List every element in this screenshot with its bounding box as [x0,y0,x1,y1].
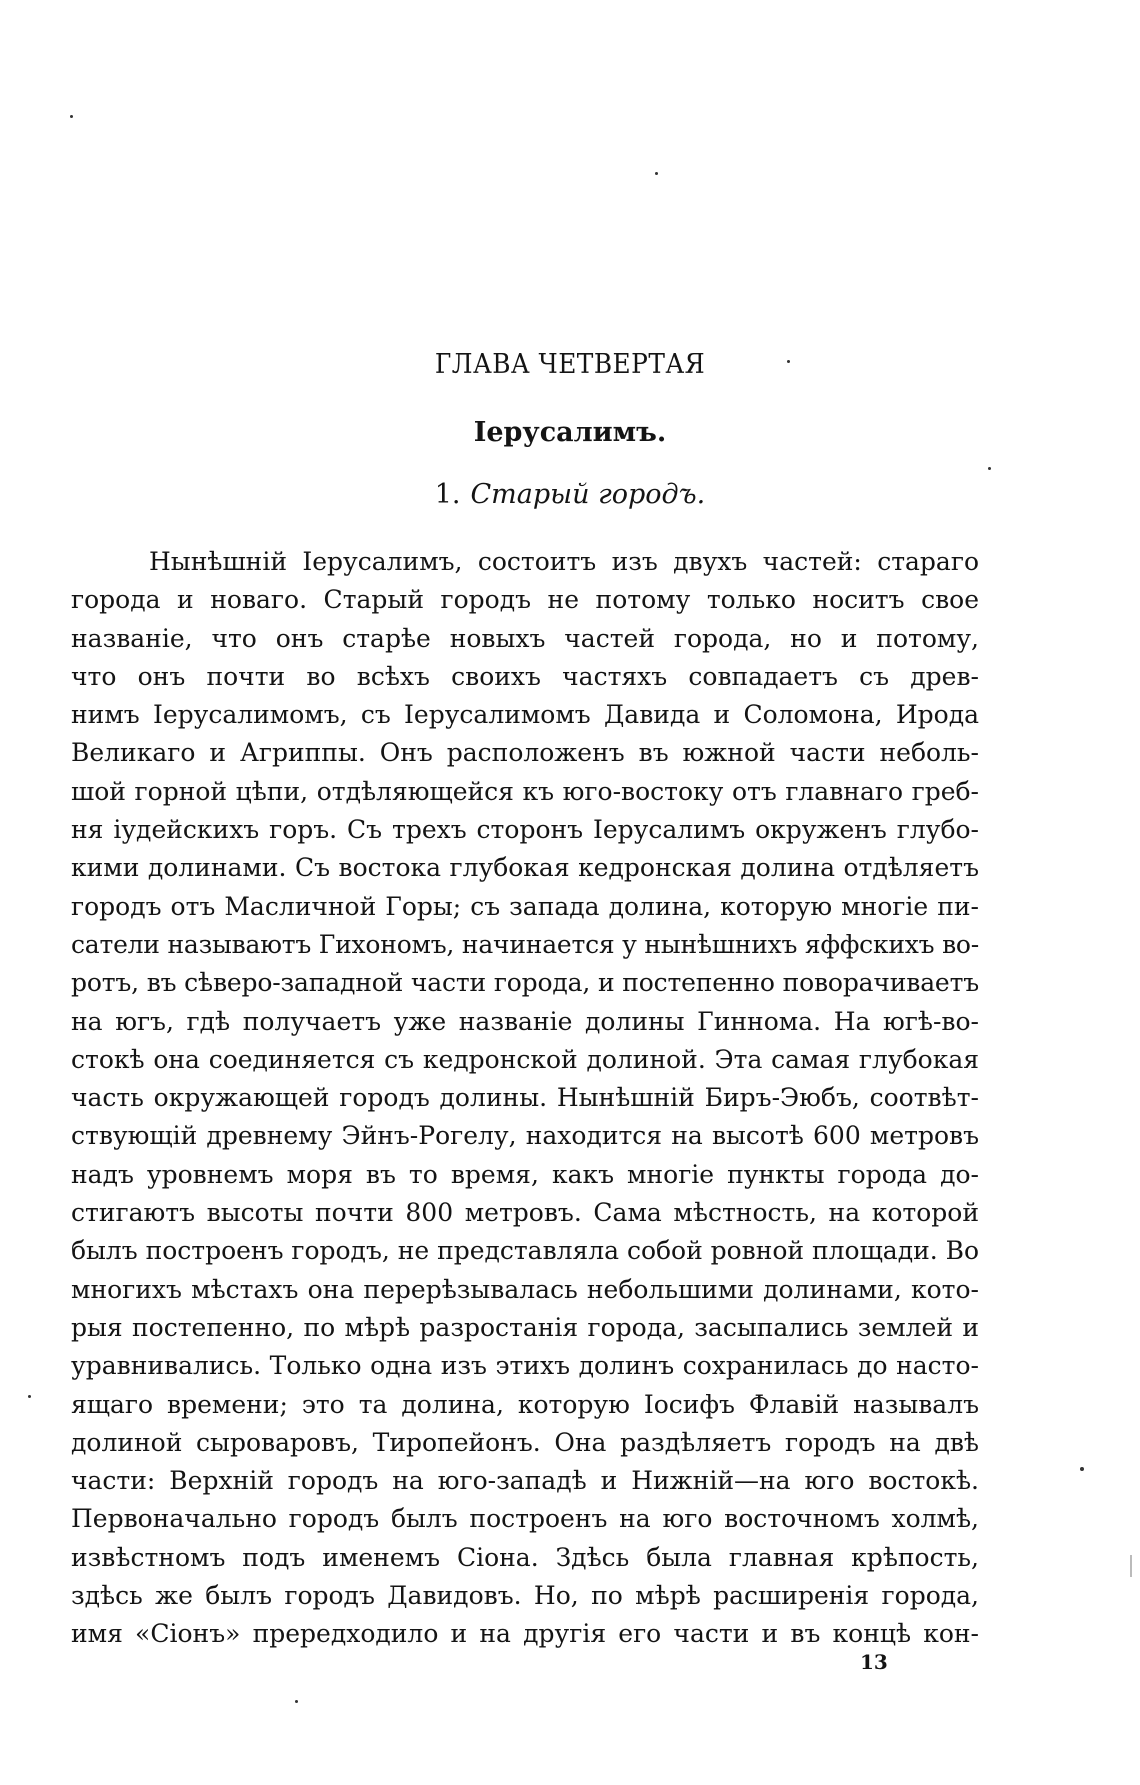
text-line: стокѣ она соединяется съ кедронской долиной. Эта самая глубокая [71,1044,979,1074]
text-line: уравнивались. Только одна изъ этихъ долинъ сохранилась до насто- [71,1351,979,1381]
text-line: ротъ, въ сѣверо-западной части города, и постепенно поворачиваетъ [71,968,979,998]
text-line: былъ построенъ городъ, не представляла собой ровной площади. Во [71,1236,979,1266]
text-line: ящаго времени; это та долина, которую Іосифъ Флавій называлъ [71,1389,979,1419]
scan-speck [787,360,790,363]
text-line: ня іудейскихъ горъ. Съ трехъ сторонъ Іерусалимъ окруженъ глубо- [71,815,979,845]
text-line: Нынѣшній Іерусалимъ, состоитъ изъ двухъ частей: стараго [149,547,979,576]
text-line: ствующій древнему Эйнъ-Рогелу, находится на высотѣ 600 метровъ [71,1121,979,1151]
page-number: 13 [860,1650,888,1674]
text-line: города и новаго. Старый городъ не потому только носитъ свое [71,585,979,615]
text-line: сатели называютъ Гихономъ, начинается у нынѣшнихъ яффскихъ во- [71,929,979,959]
text-line: Первоначально городъ былъ построенъ на юго восточномъ холмѣ, [71,1504,979,1534]
chapter-heading: ГЛАВА ЧЕТВЕРТАЯ [434,349,706,380]
text-line: многихъ мѣстахъ она перерѣзывалась небольшими долинами, кото- [71,1274,979,1304]
text-line: стигаютъ высоты почти 800 метровъ. Сама мѣстность, на которой [71,1198,979,1228]
section-title [0,478,1140,512]
text-line: имя «Сіонъ» прередходило и на другія его части и въ концѣ кон- [71,1619,979,1649]
text-line: кими долинами. Съ востока глубокая кедронская долина отдѣляетъ [71,853,979,883]
text-line: рыя постепенно, по мѣрѣ разростанія города, засыпались землей и [71,1312,979,1342]
body-paragraph [71,543,979,1654]
text-line: шой горной цѣпи, отдѣляющейся къ юго-востоку отъ главнаго греб- [71,776,979,806]
text-line: части: Верхній городъ на юго-западѣ и Нижній—на юго востокѣ. [71,1466,979,1496]
text-line: городъ отъ Масличной Горы; съ запада долина, которую многіе пи- [71,891,979,921]
text-line: надъ уровнемъ моря въ то время, какъ многіе пункты города до- [71,1159,979,1189]
text-line: названіе, что онъ старѣе новыхъ частей города, но и потому, [71,623,979,653]
chapter-title: Іерусалимъ. [473,417,667,448]
text-line: нимъ Іерусалимомъ, съ Іерусалимомъ Давида и Соломона, Ирода [71,700,979,730]
text-line: долиной сыроваровъ, Тиропейонъ. Она раздѣляетъ городъ на двѣ [71,1427,979,1457]
text-line: извѣстномъ подъ именемъ Сіона. Здѣсь была главная крѣпость, [71,1542,979,1572]
scan-speck [1080,1467,1084,1471]
text-line: Великаго и Агриппы. Онъ расположенъ въ южной части неболь- [71,738,979,768]
scan-speck [70,115,73,118]
scan-speck [655,172,658,175]
text-line: здѣсь же былъ городъ Давидовъ. Но, по мѣрѣ расширенія города, [71,1581,979,1611]
text-line: часть окружающей городъ долины. Нынѣшній Биръ-Эюбъ, соотвѣт- [71,1083,979,1113]
section-number: 1. [434,479,461,510]
scan-speck [28,1395,31,1398]
scan-speck [295,1700,298,1703]
scan-speck [988,467,991,470]
text-line: что онъ почти во всѣхъ своихъ частяхъ совпадаетъ съ древ- [71,661,979,691]
scan-speck [1130,1555,1132,1577]
section-name: Старый городъ. [470,479,706,510]
text-line: на югъ, гдѣ получаетъ уже названіе долины Гиннома. На югѣ-во- [71,1006,979,1036]
